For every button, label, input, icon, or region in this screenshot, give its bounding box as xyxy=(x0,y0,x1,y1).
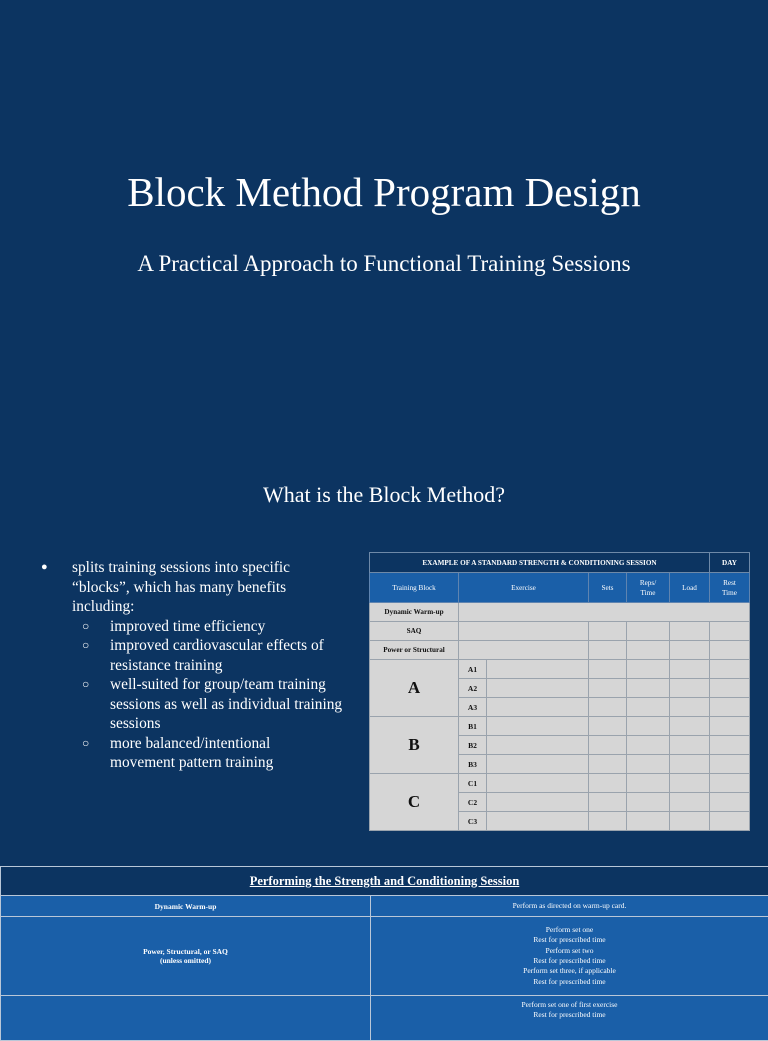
step-label xyxy=(1,996,371,1041)
table-row xyxy=(370,774,750,793)
bullet-item xyxy=(38,558,358,617)
table-cell xyxy=(487,774,589,793)
table-cell xyxy=(710,622,750,641)
table-cell xyxy=(670,641,710,660)
col-exercise: Exercise xyxy=(459,573,589,603)
table-cell xyxy=(710,755,750,774)
perform-session-table xyxy=(0,866,768,1041)
sub-block-label: C1 xyxy=(459,774,487,793)
table-cell xyxy=(627,622,670,641)
instruction-line: Perform set one xyxy=(371,925,768,935)
bullet-line: splits training sessions into specific xyxy=(72,558,358,578)
sub-bullet-line: sessions xyxy=(110,714,358,734)
table-cell xyxy=(670,698,710,717)
sub-block-label: B3 xyxy=(459,755,487,774)
table-cell xyxy=(670,774,710,793)
table-cell xyxy=(710,698,750,717)
table-cell xyxy=(670,793,710,812)
block-letter: C xyxy=(370,774,459,831)
table-row xyxy=(370,603,750,622)
bullet-line: “blocks”, which has many benefits xyxy=(72,578,358,598)
table-row xyxy=(1,896,768,917)
day-header: DAY xyxy=(710,553,750,573)
table-cell xyxy=(589,812,627,831)
instruction-line: Perform set one of first exercise xyxy=(371,1000,768,1010)
col-rest xyxy=(710,573,750,603)
table-cell xyxy=(670,812,710,831)
table-cell xyxy=(627,793,670,812)
table-cell xyxy=(670,736,710,755)
step-instructions xyxy=(371,996,768,1041)
table-cell xyxy=(589,622,627,641)
table-cell xyxy=(487,660,589,679)
table-cell xyxy=(627,774,670,793)
sub-bullet-item xyxy=(38,617,358,637)
col-sets: Sets xyxy=(589,573,627,603)
table-cell xyxy=(487,736,589,755)
page-title: Block Method Program Design xyxy=(0,166,768,218)
table-cell xyxy=(459,641,589,660)
table-cell xyxy=(627,641,670,660)
col-load: Load xyxy=(670,573,710,603)
table-row xyxy=(370,660,750,679)
table-cell xyxy=(627,679,670,698)
instruction-line: Rest for prescribed time xyxy=(371,956,768,966)
table-row xyxy=(370,641,750,660)
table-row xyxy=(370,717,750,736)
table-cell xyxy=(589,717,627,736)
col-reps xyxy=(627,573,670,603)
row-label: SAQ xyxy=(370,622,459,641)
bullet-list xyxy=(38,558,358,773)
col-training-block: Training Block xyxy=(370,573,459,603)
example-table-title: EXAMPLE OF A STANDARD STRENGTH & CONDITIONING SESSION xyxy=(370,553,710,573)
table-cell xyxy=(589,641,627,660)
sub-bullet-icon: ○ xyxy=(82,636,89,656)
table-cell xyxy=(670,622,710,641)
instruction-line: Rest for prescribed time xyxy=(371,1010,768,1020)
table-cell xyxy=(627,812,670,831)
table-cell xyxy=(710,736,750,755)
table-cell xyxy=(589,793,627,812)
block-letter: A xyxy=(370,660,459,717)
table-cell xyxy=(710,641,750,660)
instruction-line: Perform as directed on warm-up card. xyxy=(371,901,768,911)
table-cell xyxy=(487,717,589,736)
sub-bullet-item xyxy=(38,734,358,773)
step-label-line: Power, Structural, or SAQ xyxy=(1,947,370,956)
sub-block-label: A1 xyxy=(459,660,487,679)
table-cell xyxy=(710,679,750,698)
table-cell xyxy=(670,660,710,679)
sub-bullet-line: more balanced/intentional xyxy=(110,734,358,754)
table-cell xyxy=(487,698,589,717)
row-label: Power or Structural xyxy=(370,641,459,660)
table-cell xyxy=(627,717,670,736)
perform-table-title: Performing the Strength and Conditioning Session xyxy=(1,867,768,896)
table-cell xyxy=(487,812,589,831)
table-cell xyxy=(627,698,670,717)
sub-bullet-item xyxy=(38,675,358,734)
step-instructions xyxy=(371,917,768,996)
table-cell xyxy=(670,679,710,698)
step-label xyxy=(1,917,371,996)
table-cell xyxy=(627,660,670,679)
instruction-line: Perform set three, if applicable xyxy=(371,966,768,976)
table-cell xyxy=(589,698,627,717)
instruction-line: Rest for prescribed time xyxy=(371,935,768,945)
table-cell xyxy=(589,736,627,755)
table-cell xyxy=(487,679,589,698)
table-cell xyxy=(710,660,750,679)
sub-bullet-line: improved cardiovascular effects of xyxy=(110,636,358,656)
table-cell xyxy=(710,793,750,812)
table-cell xyxy=(589,679,627,698)
table-cell xyxy=(487,755,589,774)
table-cell xyxy=(710,717,750,736)
sub-block-label: C2 xyxy=(459,793,487,812)
sub-bullet-line: resistance training xyxy=(110,656,358,676)
block-letter: B xyxy=(370,717,459,774)
table-cell xyxy=(627,755,670,774)
table-row xyxy=(370,622,750,641)
table-row xyxy=(1,917,768,996)
table-cell xyxy=(627,736,670,755)
table-cell xyxy=(487,793,589,812)
step-label-line: (unless omitted) xyxy=(1,956,370,965)
sub-bullet-icon: ○ xyxy=(82,675,89,695)
sub-bullet-line: sessions as well as individual training xyxy=(110,695,358,715)
bullet-line: including: xyxy=(72,597,358,617)
table-cell xyxy=(589,774,627,793)
row-label: Dynamic Warm-up xyxy=(370,603,459,622)
table-cell xyxy=(589,755,627,774)
sub-block-label: B2 xyxy=(459,736,487,755)
col-rest-line: Rest xyxy=(710,578,749,588)
col-reps-line: Reps/ xyxy=(627,578,669,588)
sub-bullet-line: movement pattern training xyxy=(110,753,358,773)
table-cell xyxy=(670,717,710,736)
step-label: Dynamic Warm-up xyxy=(1,896,371,917)
table-cell xyxy=(459,603,750,622)
sub-bullet-icon: ○ xyxy=(82,734,89,754)
col-reps-line: Time xyxy=(627,588,669,598)
table-cell xyxy=(670,755,710,774)
sub-bullet-icon: ○ xyxy=(82,617,89,637)
table-row xyxy=(1,996,768,1041)
instruction-line: Perform set two xyxy=(371,946,768,956)
table-cell xyxy=(589,660,627,679)
section-heading: What is the Block Method? xyxy=(0,480,768,510)
sub-bullet-line: well-suited for group/team training xyxy=(110,675,358,695)
step-instructions xyxy=(371,896,768,917)
table-cell xyxy=(710,812,750,831)
instruction-line: Rest for prescribed time xyxy=(371,977,768,987)
table-cell xyxy=(710,774,750,793)
bullet-icon: ● xyxy=(41,558,48,578)
sub-block-label: C3 xyxy=(459,812,487,831)
sub-block-label: A2 xyxy=(459,679,487,698)
example-session-table xyxy=(369,552,750,831)
sub-block-label: A3 xyxy=(459,698,487,717)
sub-bullet-line: improved time efficiency xyxy=(110,617,358,637)
sub-block-label: B1 xyxy=(459,717,487,736)
table-cell xyxy=(459,622,589,641)
col-rest-line: Time xyxy=(710,588,749,598)
sub-bullet-item xyxy=(38,636,358,675)
page-subtitle: A Practical Approach to Functional Training Sessions xyxy=(0,248,768,280)
